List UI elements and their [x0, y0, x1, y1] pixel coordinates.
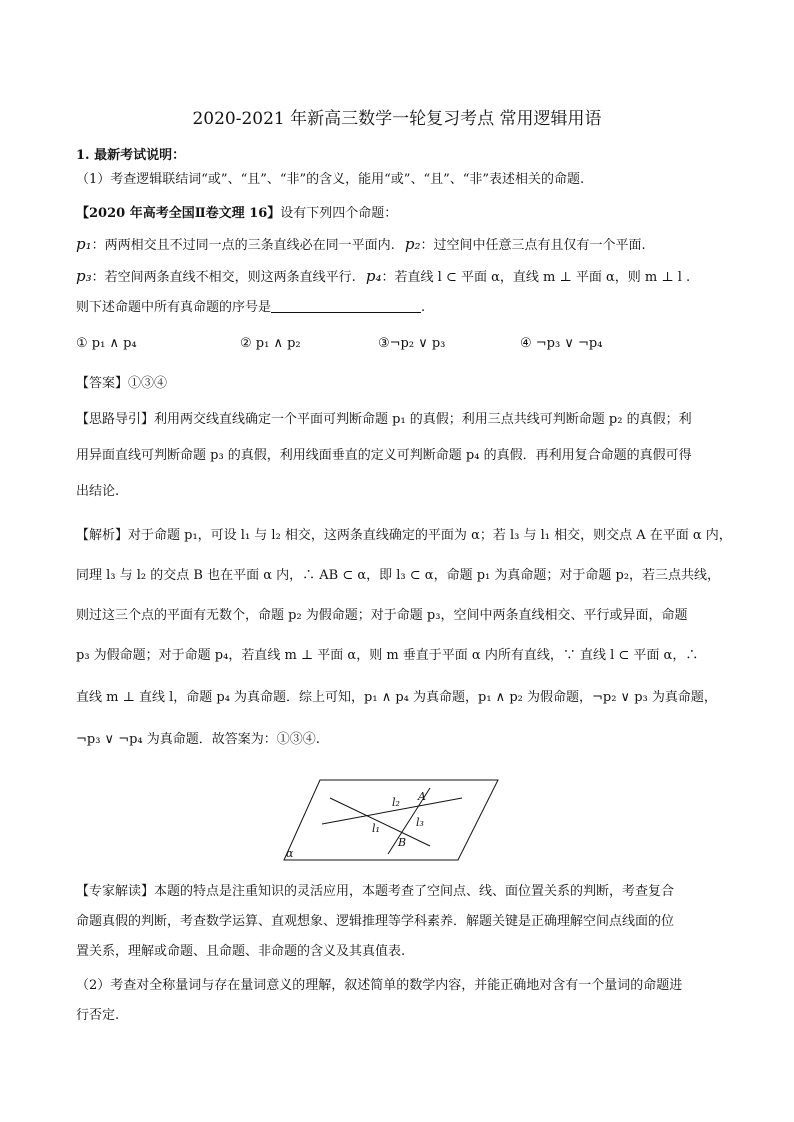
label-B: B: [398, 836, 407, 849]
p3-text: ：若空间两条直线不相交，则这两条直线平行.: [91, 270, 356, 285]
expert-line-1: 【专家解读】本题的特点是注重知识的灵活应用，本题考查了空间点、线、面位置关系的判断，考查复合: [76, 884, 675, 899]
question-line: [76, 298, 721, 318]
exam-source: [76, 204, 721, 224]
exam-point-1: （1）考查逻辑联结词“或”、“且”、“非”的含义，能用“或”、“且”、“非”表述相关的命题.: [76, 172, 585, 187]
question-end: .: [421, 300, 426, 315]
p4-text: ：若直线 l ⊂ 平面 α，直线 m ⊥ 平面 α，则 m ⊥ l .: [381, 270, 691, 285]
analysis-line-3: 则过这三个点的平面有无数个，命题 p₂ 为假命题；对于命题 p₃，空间中两条直线相交、平行或异面，命题: [76, 608, 688, 623]
plane-alpha-outline: [284, 780, 498, 860]
analysis-line-6: ¬p₃ ∨ ¬p₄ 为真命题．故答案为：①③④.: [76, 732, 320, 747]
plane-lines-figure: [280, 776, 500, 864]
label-l2: l₂: [392, 796, 400, 809]
choice-3: ③¬p₂ ∨ p₃: [378, 336, 446, 351]
choice-2: ② p₁ ∧ p₂: [240, 336, 301, 351]
page-title: 2020-2021 年新高三数学一轮复习考点 常用逻辑用语: [192, 109, 602, 129]
exam-tag: 【2020 年高考全国Ⅱ卷文理 16】: [76, 206, 281, 221]
analysis-line-2: 同理 l₃ 与 l₂ 的交点 B 也在平面 α 内，∴ AB ⊂ α，即 l₃ ⊂ α，命题 p₁ 为真命题；对于命题 p₂，若三点共线，: [76, 568, 721, 583]
analysis-line-1: 【解析】对于命题 p₁，可设 l₁ 与 l₂ 相交，这两条直线确定的平面为 α；若 l₃ 与 l₁ 相交，则交点 A 在平面 α 内，: [76, 528, 732, 543]
choice-4: ④ ¬p₃ ∨ ¬p₄: [520, 336, 603, 351]
label-alpha: α: [286, 847, 294, 860]
expert-line-2: 命题真假的判断，考查数学运算、直观想象、逻辑推理等学科素养．解题关键是正确理解空间点线面的位: [76, 914, 675, 929]
guide-line-1: 【思路导引】利用两交线直线确定一个平面可判断命题 p₁ 的真假；利用三点共线可判断命题 p₂ 的真假；利: [76, 412, 692, 427]
choice-1: ① p₁ ∧ p₄: [76, 336, 137, 351]
line-l1: [330, 798, 430, 846]
question-text: 则下述命题中所有真命题的序号是: [76, 300, 272, 315]
p4-label: p₄: [365, 267, 382, 285]
answer-line: 【答案】①③④: [76, 376, 168, 391]
exam-point-2-line-2: 行否定.: [76, 1008, 120, 1023]
guide-line-2: 用异面直线可判断命题 p₃ 的真假，利用线面垂直的定义可判断命题 p₄ 的真假．再利用复合命题的真假可得: [76, 448, 692, 463]
guide-line-3: 出结论.: [76, 484, 120, 499]
label-l3: l₃: [416, 816, 424, 829]
expert-line-3: 置关系，理解或命题、且命题、非命题的含义及其真值表.: [76, 944, 406, 959]
p2-text: ：过空间中任意三点有且仅有一个平面.: [420, 238, 646, 253]
analysis-line-5: 直线 m ⊥ 直线 l，命题 p₄ 为真命题．综上可知，p₁ ∧ p₄ 为真命题，p₁ ∧ p₂ 为假命题，¬p₂ ∨ p₃ 为真命题，: [76, 690, 717, 705]
label-l1: l₁: [372, 822, 380, 835]
propositions-line-2: [76, 266, 721, 288]
exam-point-2-line-1: （2）考查对全称量词与存在量词意义的理解，叙述简单的数学内容，并能正确地对含有一个量词的命题进: [76, 978, 683, 993]
answer-blank: [271, 298, 421, 313]
label-A: A: [418, 790, 426, 803]
p1-label: p₁: [76, 235, 92, 253]
section-heading: 1. 最新考试说明：: [76, 148, 186, 163]
p2-label: p₂: [404, 235, 421, 253]
p1-text: ：两两相交且不过同一点的三条直线必在同一平面内.: [91, 238, 395, 253]
propositions-line-1: [76, 234, 721, 256]
exam-intro: 设有下列四个命题：: [280, 206, 398, 221]
analysis-line-4: p₃ 为假命题；对于命题 p₄，若直线 m ⊥ 平面 α，则 m 垂直于平面 α 内所有直线，∵ 直线 l ⊂ 平面 α，∴: [76, 648, 699, 663]
p3-label: p₃: [76, 267, 92, 285]
